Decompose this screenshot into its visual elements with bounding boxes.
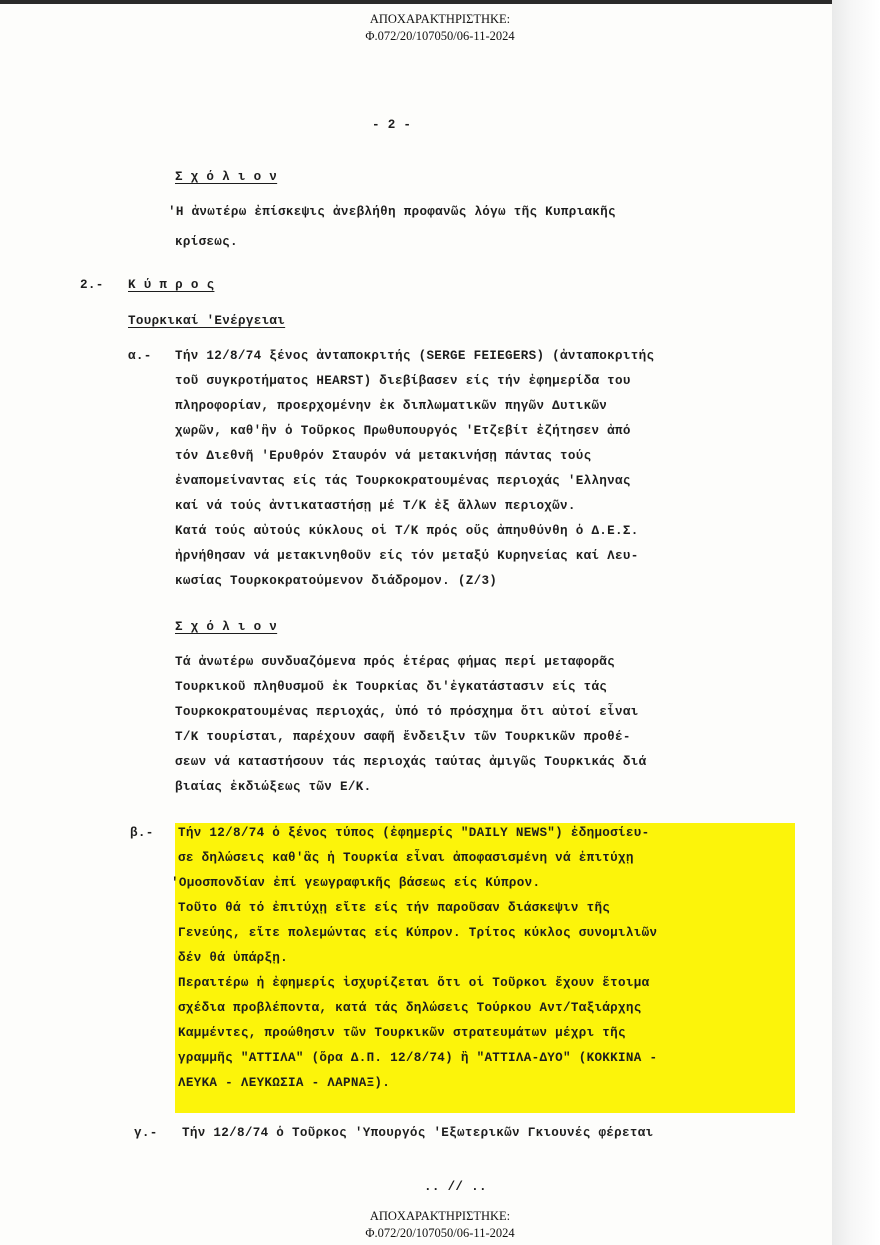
item-beta-line: γραμμῆς "ΑΤΤΙΛΑ" (ὅρα Δ.Π. 12/8/74) ἢ "ΑΤΤΙΛΑ-ΔΥΟ" (ΚΟΚΚΙΝΑ - xyxy=(178,1051,658,1065)
item-beta-line: σε δηλώσεις καθ'ἃς ἡ Τουρκία εἶναι ἀποφασισμένη νά ἐπιτύχῃ xyxy=(178,851,634,865)
page-number: - 2 - xyxy=(372,118,412,132)
item-alpha-line: ἐναπομείναντας είς τάς Τουρκοκρατουμένας περιοχάς 'Ελληνας xyxy=(175,474,631,488)
item-beta-line: Γενεύης, εἴτε πολεμώντας είς Κύπρον. Τρίτος κύκλος συνομιλιῶν xyxy=(178,926,658,940)
continuation-mark: .. // .. xyxy=(424,1180,487,1194)
item-alpha-line: πληροφορίαν, προερχομένην ἐκ διπλωματικῶν πηγῶν Δυτικῶν xyxy=(175,399,608,413)
stamp-line-1: ΑΠΟΧΑΡΑΚΤΗΡΙΣΤΗΚΕ: xyxy=(369,1209,511,1223)
page-edge-shadow xyxy=(832,0,880,1245)
item-gamma-line: Τήν 12/8/74 ὁ Τοῦρκος 'Υπουργός 'Εξωτερικῶν Γκιουνές φέρεται xyxy=(182,1126,654,1140)
item-beta-label: β.- xyxy=(130,826,154,840)
item-alpha-line: χωρῶν, καθ'ἣν ὁ Τοῦρκος Πρωθυπουργός 'Ετζεβίτ ἐζήτησεν ἀπό xyxy=(175,424,631,438)
item-alpha-line: Κατά τούς αὐτούς κύκλους οἱ Τ/Κ πρός οὕς ἀπηυθύνθη ὁ Δ.Ε.Σ. xyxy=(175,524,639,538)
item-alpha-line: κωσίας Τουρκοκρατούμενον διάδρομον. (Ζ/3) xyxy=(175,574,498,588)
item-beta-line: σχέδια προβλέποντα, κατά τάς δηλώσεις Τούρκου Αντ/Ταξιάρχης xyxy=(178,1001,642,1015)
comment-2-line: Τά ἀνωτέρω συνδυαζόμενα πρός ἑτέρας φήμας περί μεταφορᾶς xyxy=(175,655,616,669)
item-beta-line: Περαιτέρω ἡ ἐφημερίς ἰσχυρίζεται ὅτι οἱ Τοῦρκοι ἔχουν ἕτοιμα xyxy=(178,976,650,990)
comment-2-line: Τουρκικοῦ πληθυσμοῦ ἐκ Τουρκίας δι'ἐγκατάστασιν είς τάς xyxy=(175,680,608,694)
item-beta-line: Τήν 12/8/74 ὁ ξένος τύπος (ἐφημερίς "DAILY NEWS") ἐδημοσίευ- xyxy=(178,826,650,840)
stamp-line-1: ΑΠΟΧΑΡΑΚΤΗΡΙΣΤΗΚΕ: xyxy=(369,12,511,26)
comment-2-line: βιαίας ἐκδιώξεως τῶν Ε/Κ. xyxy=(175,780,372,794)
item-beta-line: δέν θά ὑπάρξῃ. xyxy=(178,951,289,965)
declassification-stamp-bottom xyxy=(0,1208,880,1242)
stamp-line-2: Φ.072/20/107050/06-11-2024 xyxy=(365,1226,515,1240)
comment-1-line: κρίσεως. xyxy=(175,235,238,249)
stamp-line-2: Φ.072/20/107050/06-11-2024 xyxy=(365,29,515,43)
section-2-subtitle: Τουρκικαί 'Ενέργειαι xyxy=(128,314,286,328)
item-beta-line: Τοῦτο θά τό ἐπιτύχῃ εἴτε είς τήν παροῦσαν διάσκεψιν τῆς xyxy=(178,901,611,915)
comment-heading-2: Σ χ ό λ ι ο ν xyxy=(175,620,278,634)
comment-heading-1: Σ χ ό λ ι ο ν xyxy=(175,170,278,184)
item-alpha-line: τοῦ συγκροτήματος HEARST) διεβίβασεν είς τήν ἐφημερίδα του xyxy=(175,374,631,388)
item-alpha-line: τόν Διεθνῆ 'Ερυθρόν Σταυρόν νά μετακινήσῃ πάντας τούς xyxy=(175,449,592,463)
declassification-stamp-top xyxy=(0,11,880,45)
comment-1-line: 'Η ἀνωτέρω ἐπίσκεψις ἀνεβλήθη προφανῶς λόγω τῆς Κυπριακῆς xyxy=(168,205,616,219)
top-border-line xyxy=(0,0,832,4)
item-alpha-line: καί νά τούς ἀντικαταστήσῃ μέ Τ/Κ ἐξ ἄλλων περιοχῶν. xyxy=(175,499,576,513)
comment-2-line: σεων νά καταστήσουν τάς περιοχάς ταύτας ἀμιγῶς Τουρκικάς διά xyxy=(175,755,647,769)
item-beta-line: 'Ομοσπονδίαν ἐπί γεωγραφικῆς βάσεως είς Κύπρον. xyxy=(171,876,541,890)
item-alpha-label: α.- xyxy=(128,349,152,363)
item-beta-line: ΛΕΥΚΑ - ΛΕΥΚΩΣΙΑ - ΛΑΡΝΑΞ). xyxy=(178,1076,391,1090)
item-gamma-label: γ.- xyxy=(134,1126,158,1140)
comment-2-line: Τ/Κ τουρίσται, παρέχουν σαφῆ ἔνδειξιν τῶν Τουρκικῶν προθέ- xyxy=(175,730,631,744)
item-alpha-line: Τήν 12/8/74 ξένος ἀνταποκριτής (SERGE FEIEGERS) (ἀνταποκριτής xyxy=(175,349,655,363)
item-alpha-line: ἠρνήθησαν νά μετακινηθοῦν είς τόν μεταξύ Κυρηνείας καί Λευ- xyxy=(175,549,639,563)
section-2-number: 2.- xyxy=(80,278,104,292)
item-beta-line: Καμμέντες, προώθησιν τῶν Τουρκικῶν στρατευμάτων μέχρι τῆς xyxy=(178,1026,626,1040)
comment-2-line: Τουρκοκρατουμένας περιοχάς, ὑπό τό πρόσχημα ὅτι αὐτοί εἶναι xyxy=(175,705,639,719)
section-2-title: Κ ύ π ρ ο ς xyxy=(128,278,215,292)
yellow-highlight xyxy=(175,823,795,1113)
